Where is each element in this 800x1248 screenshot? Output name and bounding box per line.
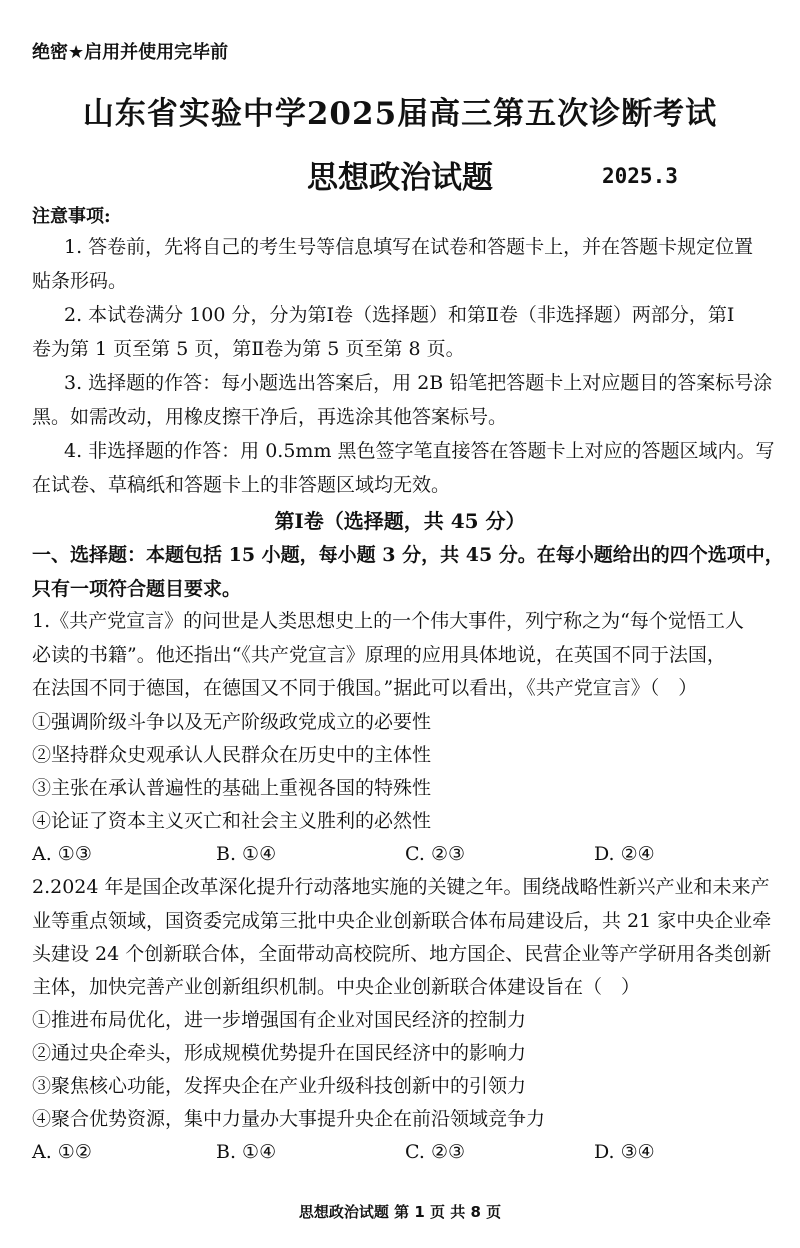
school-title: 山东省实验中学2025届高三第五次诊断考试 [82, 96, 718, 132]
subject-title: 思想政治试题 [307, 160, 493, 196]
question-statement: ②通过央企牵头，形成规模优势提升在国民经济中的影响力 [32, 1042, 527, 1064]
note-line: 卷为第 1 页至第 5 页，第Ⅱ卷为第 5 页至第 8 页。 [32, 338, 465, 360]
note-line: 4. 非选择题的作答：用 0.5mm 黑色签字笔直接答在答题卡上对应的答题区域内。写 [64, 440, 775, 462]
question-statement: ④论证了资本主义灭亡和社会主义胜利的必然性 [32, 810, 432, 832]
note-line: 3. 选择题的作答：每小题选出答案后，用 2B 铅笔把答题卡上对应题目的答案标号涂 [64, 372, 773, 394]
section-instruction: 只有一项符合题目要求。 [32, 578, 242, 600]
choice-d: D. ③④ [594, 1141, 655, 1163]
note-line: 1. 答卷前，先将自己的考生号等信息填写在试卷和答题卡上，并在答题卡规定位置 [64, 236, 754, 258]
notes-title: 注意事项: [32, 206, 111, 227]
question-statement: ②坚持群众史观承认人民群众在历史中的主体性 [32, 744, 432, 766]
exam-date: 2025.3 [602, 164, 678, 188]
section-title: 第Ⅰ卷（选择题，共 45 分） [274, 509, 526, 533]
note-line: 黑。如需改动，用橡皮擦干净后，再选涂其他答案标号。 [32, 406, 508, 428]
note-line: 在试卷、草稿纸和答题卡上的非答题区域均无效。 [32, 474, 451, 496]
question-statement: ①推进布局优化，进一步增强国有企业对国民经济的控制力 [32, 1009, 527, 1031]
note-line: 贴条形码。 [32, 270, 128, 292]
question-stem-line: 2.2024 年是国企改革深化提升行动落地实施的关键之年。围绕战略性新兴产业和未来产 [32, 876, 770, 898]
choice-b: B. ①④ [216, 1141, 277, 1163]
choice-d: D. ②④ [594, 843, 655, 865]
question-statement: ③主张在承认普遍性的基础上重视各国的特殊性 [32, 777, 432, 799]
choice-c: C. ②③ [405, 843, 466, 865]
page-footer: 思想政治试题 第 1 页 共 8 页 [298, 1203, 502, 1221]
question-stem-line: 1.《共产党宣言》的问世是人类思想史上的一个伟大事件，列宁称之为“每个觉悟工人 [32, 610, 744, 632]
question-stem-line: 在法国不同于德国，在德国又不同于俄国。”据此可以看出，《共产党宣言》（ ） [32, 677, 698, 699]
choice-c: C. ②③ [405, 1141, 466, 1163]
question-stem-line: 头建设 24 个创新联合体，全面带动高校院所、地方国企、民营企业等产学研用各类创新 [32, 943, 772, 965]
choice-a: A. ①② [32, 1141, 92, 1163]
section-instruction: 一、选择题：本题包括 15 小题，每小题 3 分，共 45 分。在每小题给出的四个选项中， [32, 544, 784, 566]
question-statement: ③聚焦核心功能，发挥央企在产业升级科技创新中的引领力 [32, 1075, 527, 1097]
choice-a: A. ①③ [32, 843, 92, 865]
note-line: 2. 本试卷满分 100 分，分为第Ⅰ卷（选择题）和第Ⅱ卷（非选择题）两部分，第Ⅰ [64, 304, 735, 326]
choice-b: B. ①④ [216, 843, 277, 865]
question-stem-line: 必读的书籍”。他还指出“《共产党宣言》原理的应用具体地说，在英国不同于法国， [32, 644, 726, 666]
question-stem-line: 主体，加快完善产业创新组织机制。中央企业创新联合体建设旨在（ ） [32, 976, 641, 998]
question-statement: ①强调阶级斗争以及无产阶级政党成立的必要性 [32, 711, 432, 733]
question-stem-line: 业等重点领域，国资委完成第三批中央企业创新联合体布局建设后，共 21 家中央企业牵 [32, 910, 772, 932]
question-statement: ④聚合优势资源，集中力量办大事提升央企在前沿领域竞争力 [32, 1108, 546, 1130]
secret-mark: 绝密★启用并使用完毕前 [32, 42, 229, 63]
